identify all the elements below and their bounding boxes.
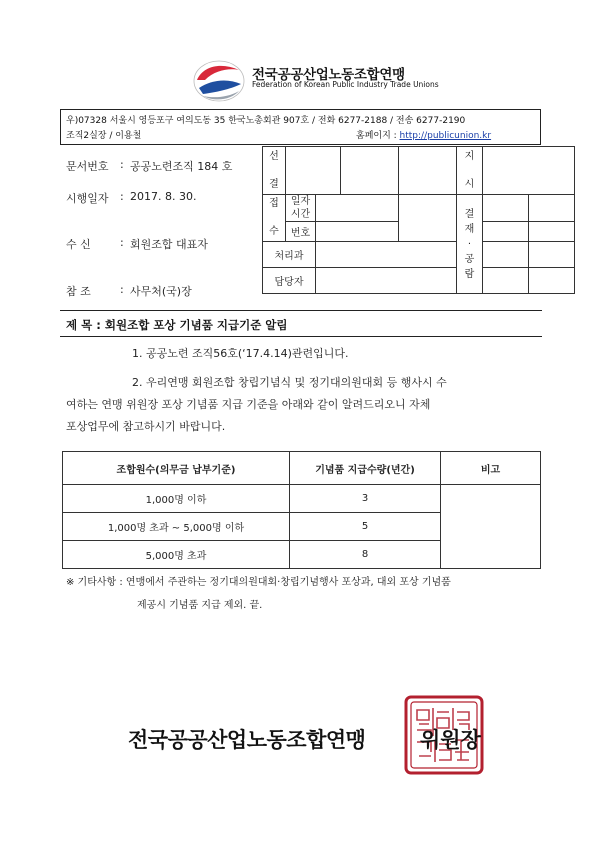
quantity-cell: 5 <box>290 513 441 541</box>
gyeol-jae-gong-ram-cell: 결 재 · 공 람 <box>457 195 483 294</box>
table-header-members: 조합원수(의무금 납부기준) <box>63 452 290 485</box>
blank-cell <box>483 242 529 268</box>
blank-cell <box>286 147 341 195</box>
doc-number-value: 공공노련조직 184 호 <box>130 160 233 173</box>
table-header-remarks: 비고 <box>441 452 541 485</box>
table-row <box>63 485 541 513</box>
separator: : <box>120 190 124 203</box>
blank-cell <box>529 222 575 242</box>
routing-table <box>262 146 575 294</box>
recipient-value: 회원조합 대표자 <box>130 238 208 251</box>
address-line: 우)07328 서울시 영등포구 여의도동 35 한국노총회관 907호 / 전화 6277-2188 / 전송 6277-2190 <box>66 116 466 126</box>
signature-org: 전국공공산업노동조합연맹 <box>128 728 366 752</box>
blank-cell <box>399 147 457 195</box>
ji-si-cell: 지 시 <box>457 147 483 195</box>
blank-cell <box>529 195 575 222</box>
homepage-link[interactable]: http://publicunion.kr <box>399 131 492 141</box>
org-name-korean: 전국공공산업노동조합연맹 <box>252 67 405 83</box>
body-paragraph-1: 1. 공공노련 조직56호(‘17.4.14)관련입니다. <box>132 347 349 360</box>
org-name-english: Federation of Korean Public Industry Trade Unions <box>252 80 439 89</box>
blank-cell <box>341 147 399 195</box>
signature-title: 위원장 <box>420 728 481 752</box>
quantity-cell: 8 <box>290 541 441 569</box>
separator: : <box>120 158 124 171</box>
doc-number-label: 문서번호 <box>66 160 109 173</box>
body-paragraph-2-line-1: 2. 우리연맹 회원조합 창립기념식 및 정기대의원대회 등 행사시 수 <box>132 376 447 389</box>
contact-person: 조직2실장 / 이용철 <box>66 131 142 141</box>
blank-cell <box>316 242 457 268</box>
body-paragraph-2-line-3: 포상업무에 참고하시기 바랍니다. <box>66 420 226 433</box>
blank-cell <box>483 195 529 222</box>
blank-cell <box>529 242 575 268</box>
homepage-label: 홈페이지 : <box>356 131 400 141</box>
remarks-cell <box>441 485 541 569</box>
blank-cell <box>399 195 457 242</box>
number-cell: 번호 <box>286 222 316 242</box>
blank-cell <box>316 222 399 242</box>
members-cell: 1,000명 초과 ~ 5,000명 이하 <box>63 513 290 541</box>
jeop-su-cell: 접 수 <box>263 195 286 242</box>
divider <box>60 310 542 311</box>
blank-cell <box>316 268 457 294</box>
members-cell: 1,000명 이하 <box>63 485 290 513</box>
note-line-2: 제공시 기념품 지급 제외. 끝. <box>137 600 263 611</box>
body-paragraph-2-line-2: 여하는 연맹 위원장 포상 기념품 지급 기준을 아래와 같이 알려드리오니 자체 <box>66 398 431 411</box>
gift-quantity-table <box>62 451 541 569</box>
subject-label: 제 목 <box>66 318 93 332</box>
date-time-cell: 일자 시간 <box>286 195 316 222</box>
union-logo-icon <box>193 58 245 104</box>
subject-line <box>66 317 288 333</box>
date-label: 시행일자 <box>66 192 109 205</box>
table-header-quantity: 기념품 지급수량(년간) <box>290 452 441 485</box>
blank-cell <box>483 147 575 195</box>
divider <box>60 336 542 337</box>
date-value: 2017. 8. 30. <box>130 190 197 203</box>
seon-gyeol-cell: 선 결 <box>263 147 286 195</box>
reference-label: 참 조 <box>66 285 91 298</box>
separator: : <box>120 236 124 249</box>
quantity-cell: 3 <box>290 485 441 513</box>
subject-sep: : <box>96 318 101 332</box>
handler-cell: 담당자 <box>263 268 316 294</box>
blank-cell <box>483 222 529 242</box>
blank-cell <box>483 268 529 294</box>
homepage <box>356 128 491 141</box>
subject-title: 회원조합 포상 기념품 지급기준 알림 <box>104 318 288 332</box>
reference-value: 사무처(국)장 <box>130 285 192 298</box>
members-cell: 5,000명 초과 <box>63 541 290 569</box>
recipient-label: 수 신 <box>66 238 91 251</box>
dept-cell: 처리과 <box>263 242 316 268</box>
separator: : <box>120 283 124 296</box>
blank-cell <box>316 195 399 222</box>
note-line-1: ※ 기타사항 : 연맹에서 주관하는 정기대의원대회·창립기념행사 포상과, 대외 포상 기념품 <box>66 577 451 588</box>
blank-cell <box>529 268 575 294</box>
